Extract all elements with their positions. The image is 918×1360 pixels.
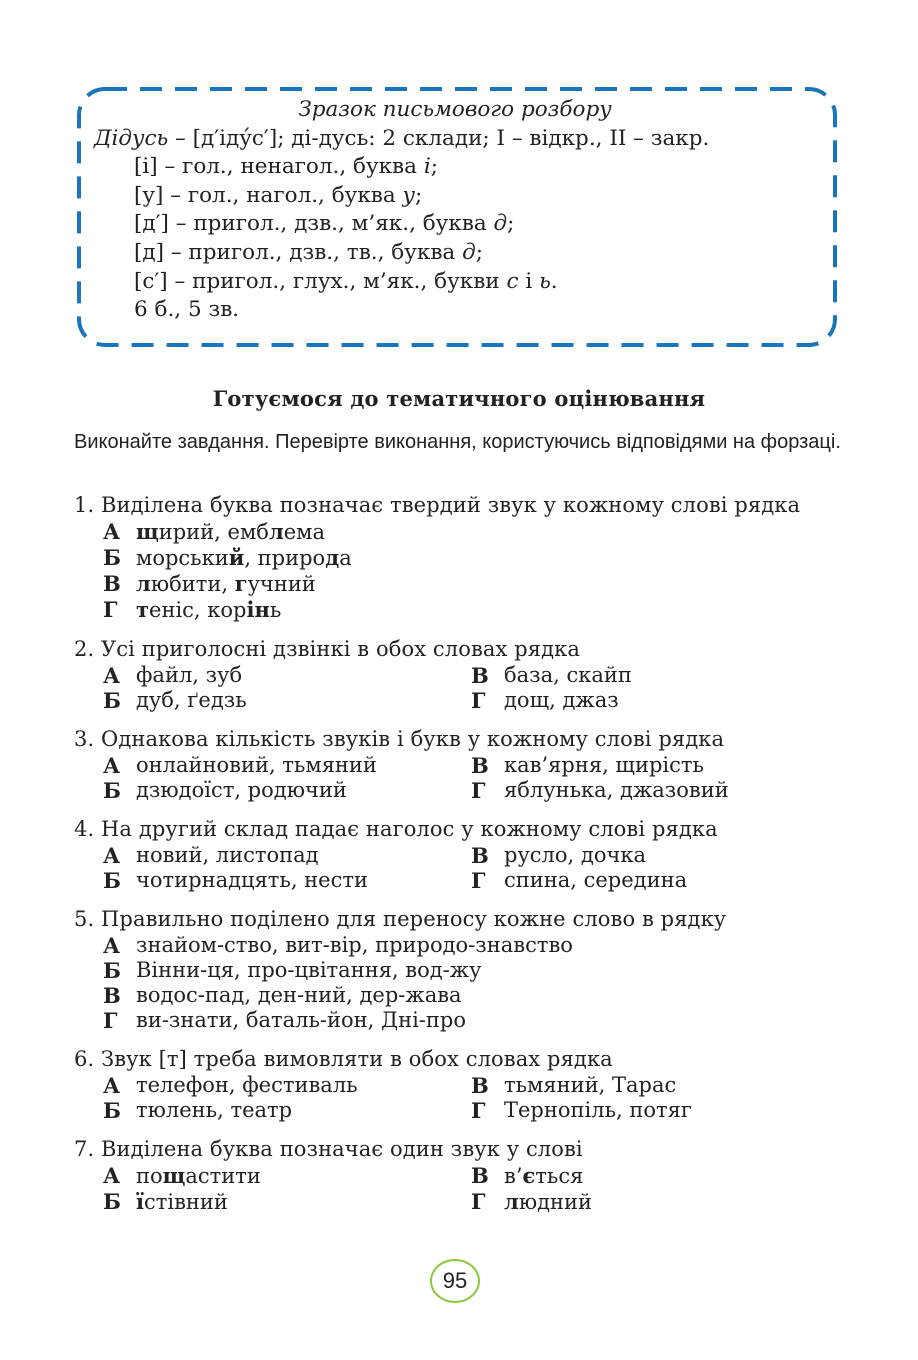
highlighted-letter: л (136, 571, 151, 596)
line-end: ; (430, 154, 438, 180)
line-end: і (518, 268, 540, 294)
option-text-part: база, скайп (504, 663, 632, 687)
sample-content (94, 96, 834, 325)
option-text (504, 778, 729, 803)
option-letter: А (103, 933, 121, 958)
answer-option (103, 753, 471, 778)
task-question: 4. На другий склад падає наголос у кожному слові рядка (74, 817, 718, 841)
option-letter: Б (103, 868, 121, 893)
option-text (136, 663, 242, 688)
task-item (74, 726, 864, 803)
option-text-part: морськи (136, 546, 229, 570)
option-text (136, 1163, 261, 1189)
option-text-part: стівний (143, 1190, 228, 1214)
option-row (103, 663, 864, 688)
option-text-part: по (136, 1164, 163, 1188)
option-text-part: , приро (244, 546, 326, 570)
option-row (103, 571, 864, 597)
answer-option (103, 545, 352, 571)
answer-option (103, 843, 471, 868)
option-letter: В (471, 843, 489, 868)
sample-sound-line (94, 268, 834, 297)
line-end: ; (415, 182, 423, 208)
option-row (103, 1163, 864, 1189)
task-options (74, 663, 864, 713)
option-text-part: астити (185, 1164, 261, 1188)
answer-option (471, 778, 839, 803)
task-item (74, 492, 864, 623)
answer-option (103, 1098, 471, 1123)
task-item (74, 906, 864, 1033)
option-row (103, 1098, 864, 1123)
option-text-part: русло, дочка (504, 843, 646, 867)
option-row (103, 753, 864, 778)
highlighted-letter: г (234, 571, 248, 596)
option-text-part: телефон, фестиваль (136, 1073, 358, 1097)
option-text-part: яблунька, джазовий (504, 778, 729, 802)
highlighted-letter: ї (136, 1189, 144, 1214)
option-text-part: новий, листопад (136, 843, 319, 867)
task-options (74, 843, 864, 893)
option-text-part: дощ, джаз (504, 688, 619, 712)
answer-option (471, 1073, 839, 1098)
task-item (74, 1136, 864, 1215)
option-text-part: кав’ярня, щирість (504, 753, 704, 777)
option-text (136, 519, 325, 545)
sample-analysis-box (76, 86, 838, 348)
sample-sound-line (94, 239, 834, 268)
sample-word-analysis: – [д′іду́с′]; ді-дусь: 2 склади; I – відкр., II – закр. (168, 125, 710, 151)
answer-option (471, 868, 839, 893)
answer-option (103, 663, 471, 688)
line-end: ; (475, 239, 483, 265)
option-text (136, 778, 347, 803)
option-row (103, 933, 864, 958)
answer-option (471, 843, 839, 868)
option-text (136, 571, 316, 597)
option-letter: Б (103, 545, 121, 570)
option-letter: А (103, 663, 121, 688)
option-text-part: в’ (504, 1164, 523, 1188)
answer-option (103, 958, 481, 983)
option-letter: Г (103, 597, 118, 622)
option-text-part: тюлень, театр (136, 1098, 293, 1122)
answer-option (471, 663, 839, 688)
option-text (504, 868, 687, 893)
option-letter: В (471, 663, 489, 688)
option-letter: Г (471, 868, 486, 893)
highlighted-letter: д (325, 545, 340, 570)
option-row (103, 597, 864, 623)
option-letter: Б (103, 1189, 121, 1214)
option-text (136, 983, 462, 1008)
highlighted-letter: і (246, 597, 255, 622)
task-question: 3. Однакова кількість звуків і букв у кожному слові рядка (74, 727, 725, 751)
highlighted-letter: є (522, 1163, 536, 1188)
task-item (74, 636, 864, 713)
option-text-part: юбити, (150, 572, 235, 596)
task-question: 2. Усі приголосні дзвінкі в обох словах рядка (74, 637, 581, 661)
answer-option (471, 688, 839, 713)
option-letter: А (103, 1073, 121, 1098)
answer-option (103, 1163, 471, 1189)
option-letter: А (103, 753, 121, 778)
task-question: 6. Звук [т] треба вимовляти в обох словах рядка (74, 1047, 613, 1071)
option-row (103, 519, 864, 545)
highlighted-letter: й (228, 545, 245, 570)
sound-description: [д′] – пригол., дзв., м’як., буква (134, 211, 494, 237)
option-text (504, 688, 619, 713)
sound-description: [і] – гол., ненагол., буква (134, 154, 424, 180)
option-text (504, 663, 632, 688)
page-number: 95 (430, 1259, 480, 1303)
answer-option (103, 1189, 471, 1215)
option-text (136, 545, 352, 571)
option-letter: А (103, 519, 121, 544)
option-text (136, 1008, 466, 1033)
option-letter: Г (471, 1098, 486, 1123)
answer-option (103, 868, 471, 893)
option-text-part: знайом-ство, вит-вір, природо-знавство (136, 933, 573, 957)
option-text (136, 1098, 292, 1123)
option-row (103, 688, 864, 713)
option-letter: В (103, 983, 121, 1008)
option-text-part: чотирнадцять, нести (136, 868, 368, 892)
option-row (103, 1073, 864, 1098)
option-text-part: ви-знати, баталь-йон, Дні-про (136, 1008, 466, 1032)
option-text-part: дзюдоїст, родючий (136, 778, 347, 802)
letter-italic: і (423, 154, 431, 180)
option-letter: А (103, 1163, 121, 1188)
task-list (74, 492, 864, 1228)
option-letter: Б (103, 778, 121, 803)
sound-description: [у] – гол., нагол., буква (134, 182, 403, 208)
answer-option (471, 1189, 839, 1215)
letter-italic: ь (539, 268, 551, 294)
sample-word: Дідусь (94, 125, 169, 151)
option-text-part: а (339, 546, 352, 570)
letter-italic: д (462, 239, 476, 265)
option-text (136, 843, 319, 868)
highlighted-letter: н (254, 597, 270, 622)
option-row (103, 983, 864, 1008)
letter-italic: у (402, 182, 416, 208)
option-letter: Г (471, 688, 486, 713)
option-text-part: дуб, ґедзь (136, 688, 247, 712)
option-row (103, 843, 864, 868)
option-letter: Г (103, 1008, 118, 1033)
option-row (103, 868, 864, 893)
letter-italic: д (493, 211, 508, 237)
option-text-part: учний (247, 572, 316, 596)
option-text (136, 958, 481, 983)
section-heading: Готуємося до тематичного оцінювання (212, 386, 706, 411)
option-text (504, 1073, 676, 1098)
option-row (103, 545, 864, 571)
sound-description: [с′] – пригол., глух., м’як., букви (134, 268, 507, 294)
option-text-part: тьмяний, Тарас (504, 1073, 677, 1097)
option-letter: В (471, 1163, 489, 1188)
option-text-part: ь (269, 598, 282, 622)
option-text (504, 843, 646, 868)
option-text (136, 597, 281, 623)
option-text-part: Вінни-ця, про-цвітання, вод-жу (136, 958, 482, 982)
option-text-part: спина, середина (504, 868, 688, 892)
answer-option (103, 1008, 466, 1033)
option-text-part: ирий, емб (158, 520, 269, 544)
letter-italic: с (506, 268, 519, 294)
sample-sound-line (94, 182, 834, 211)
answer-option (103, 983, 462, 1008)
task-options (74, 1163, 864, 1215)
option-text (136, 753, 377, 778)
option-text (504, 753, 704, 778)
option-row (103, 778, 864, 803)
option-row (103, 1008, 864, 1033)
option-text-part: онлайновий, тьмяний (136, 753, 377, 777)
highlighted-letter: щ (162, 1163, 186, 1188)
option-text (136, 933, 573, 958)
highlighted-letter: л (268, 519, 284, 544)
option-row (103, 958, 864, 983)
task-options (74, 933, 864, 1033)
sample-sound-lines (94, 153, 834, 296)
option-text-part: юдний (518, 1190, 593, 1214)
option-letter: Б (103, 958, 121, 983)
option-text-part: файл, зуб (136, 663, 243, 687)
task-item (74, 1046, 864, 1123)
option-text (504, 1189, 592, 1215)
option-text (504, 1163, 583, 1189)
instructions-text: Виконайте завдання. Перевірте виконання, користуючись відповідями на форзаці. (74, 431, 841, 453)
task-options (74, 519, 864, 623)
option-text (136, 868, 368, 893)
sample-sound-line (94, 153, 834, 182)
sample-title: Зразок письмового розбору (298, 97, 612, 122)
option-row (103, 1189, 864, 1215)
option-text-part: ться (535, 1164, 584, 1188)
task-question: 5. Правильно поділено для переносу кожне слово в рядку (74, 907, 727, 931)
answer-option (103, 933, 573, 958)
task-question: 7. Виділена буква позначає один звук у слові (74, 1137, 583, 1161)
task-options (74, 1073, 864, 1123)
answer-option (103, 519, 325, 545)
option-letter: В (471, 1073, 489, 1098)
option-text-part: водос-пад, ден-ний, дер-жава (136, 983, 462, 1007)
option-text (136, 1073, 358, 1098)
answer-option (103, 778, 471, 803)
task-question: 1. Виділена буква позначає твердий звук у кожному слові рядка (74, 493, 801, 517)
answer-option (471, 1163, 839, 1189)
option-text (136, 1189, 228, 1215)
option-text (504, 1098, 692, 1123)
answer-option (471, 1098, 839, 1123)
line-end: . (550, 268, 558, 294)
answer-option (103, 597, 281, 623)
option-letter: Г (471, 778, 486, 803)
option-letter: Б (103, 688, 121, 713)
line-end: ; (507, 211, 515, 237)
option-letter: Б (103, 1098, 121, 1123)
option-letter: В (471, 753, 489, 778)
sample-summary: 6 б., 5 зв. (134, 297, 240, 323)
sample-sound-line (94, 210, 834, 239)
highlighted-letter: л (504, 1189, 519, 1214)
option-text (136, 688, 247, 713)
option-text-part: ема (283, 520, 326, 544)
option-letter: В (103, 571, 121, 596)
sample-word-line (94, 125, 834, 154)
option-letter: Г (471, 1189, 486, 1214)
answer-option (103, 1073, 471, 1098)
option-letter: А (103, 843, 121, 868)
answer-option (471, 753, 839, 778)
highlighted-letter: т (136, 597, 150, 622)
option-text-part: Тернопіль, потяг (504, 1098, 692, 1122)
option-text-part: еніс, кор (149, 598, 247, 622)
answer-option (103, 688, 471, 713)
sound-description: [д] – пригол., дзв., тв., буква (134, 239, 463, 265)
answer-option (103, 571, 316, 597)
task-options (74, 753, 864, 803)
highlighted-letter: щ (136, 519, 159, 544)
task-item (74, 816, 864, 893)
